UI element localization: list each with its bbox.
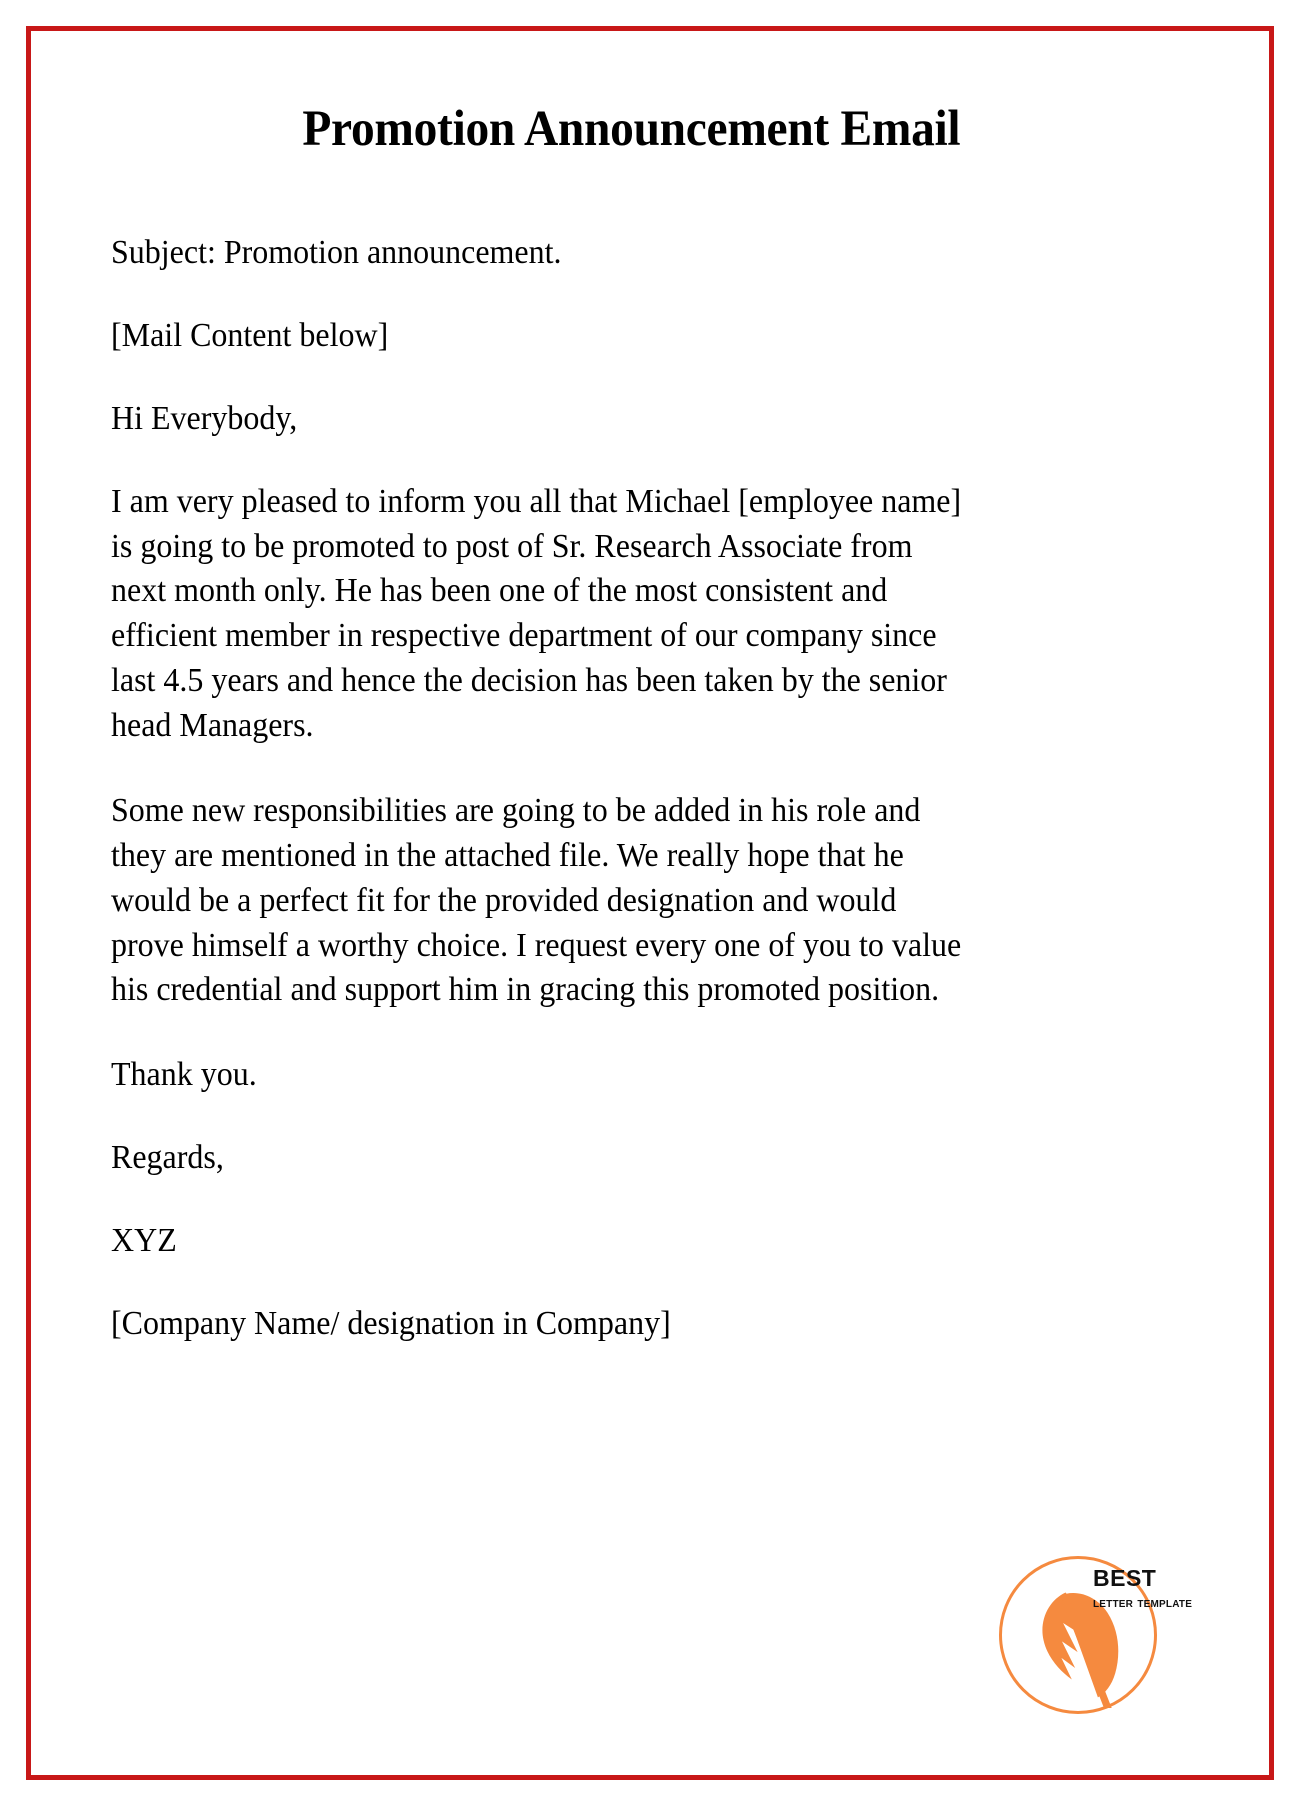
salutation: Hi Everybody, [111,399,298,437]
logo-tagline: letter template [1093,1595,1193,1611]
body-paragraph-2: Some new responsibilities are going to be added in his role and they are mentioned in the attached file. We really hope that he would be a perfect fit for the provided designation and would prove himself a worthy choice. I request every one of you to value his credential and support him in gracing this promoted position. [111,791,962,1009]
logo-brand-name: best [1093,1556,1157,1593]
letter-body [111,231,971,1347]
company-designation-placeholder: [Company Name/ designation in Company] [111,1304,671,1342]
page-title: Promotion Announcement Email [302,101,961,157]
closing-regards: Regards, [111,1139,224,1177]
body-paragraph-1: I am very pleased to inform you all that Michael [employee name] is going to be promoted to post of Sr. Research Associate from next month only. He has been one of the most consistent and efficient member in respective department of our company since last 4.5 years and hence the decision has been taken by the senior head Managers. [111,482,962,745]
subject-line: Subject: Promotion announcement. [111,234,562,272]
signature-name: XYZ [111,1222,177,1260]
document-content [26,26,1274,1780]
mail-content-marker: [Mail Content below] [111,316,389,354]
brand-logo [997,1524,1212,1724]
logo-wordmark [1093,1558,1223,1611]
thank-you-line: Thank you. [111,1056,257,1094]
